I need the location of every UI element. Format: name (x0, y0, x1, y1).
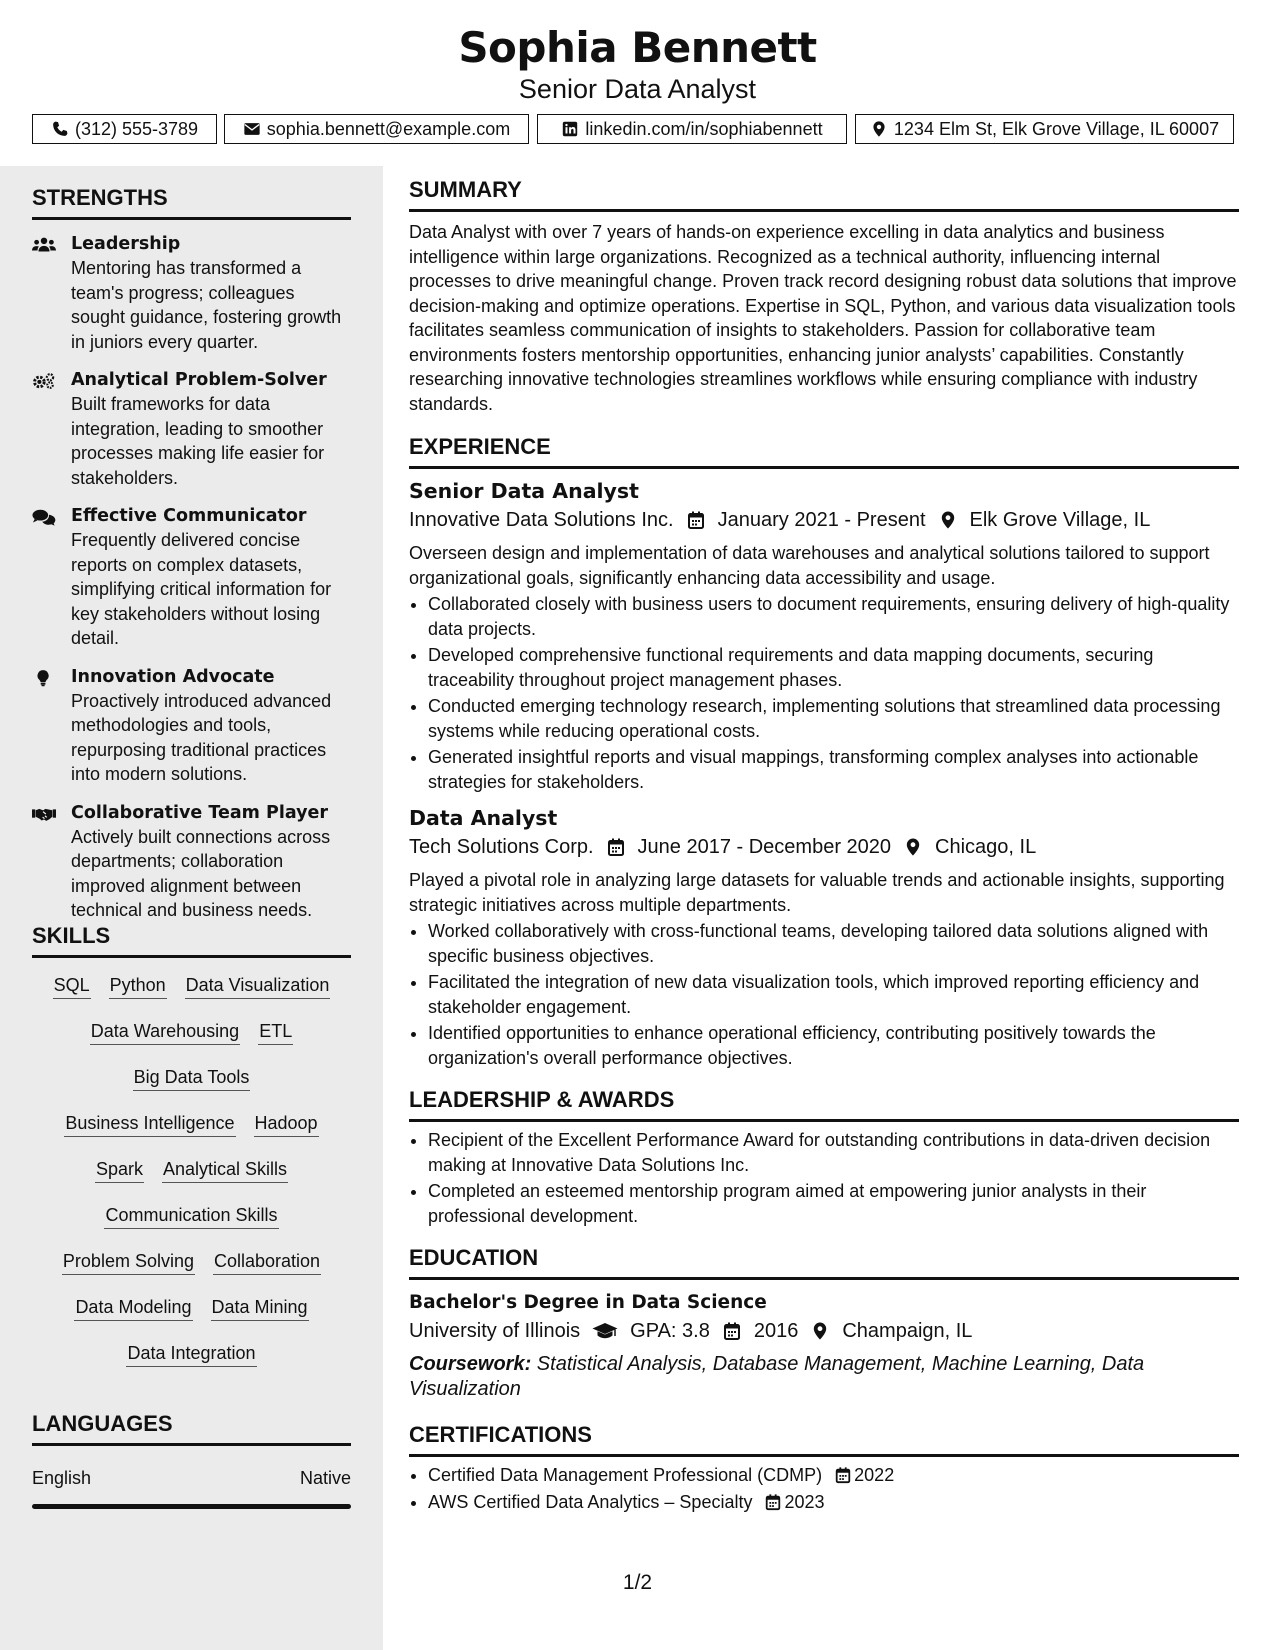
resume-header (0, 0, 1275, 166)
calendar-icon (606, 837, 626, 857)
skill-tag: Spark (95, 1156, 144, 1183)
summary-title: SUMMARY (409, 176, 1239, 212)
language-name: English (32, 1468, 92, 1488)
users-icon (32, 236, 56, 254)
phone-icon (51, 120, 69, 138)
cert-name: • AWS Certified Data Analytics – Specialty (428, 1491, 753, 1512)
candidate-role: Senior Data Analyst (518, 74, 757, 104)
language-level: Native (299, 1468, 351, 1488)
contact-address-text: 1234 Elm St, Elk Grove Village, IL 60007 (893, 118, 1220, 139)
skill-tag: Data Integration (126, 1340, 256, 1367)
skill-tag: Python (109, 972, 167, 999)
contact-email-text: sophia.bennett@example.com (266, 118, 511, 139)
lightbulb-icon (32, 669, 56, 687)
strength-title: Leadership (71, 234, 181, 254)
map-pin-icon (870, 120, 888, 138)
sidebar (0, 166, 383, 1650)
contact-address[interactable] (855, 114, 1234, 144)
strength-desc: Frequently delivered concise reports on complex datasets, simplifying critical information for key stakeholders without losing detail. (71, 530, 332, 648)
list-item (428, 1490, 1239, 1515)
gpa: GPA: 3.8 (630, 1320, 710, 1342)
skill-tag: Analytical Skills (162, 1156, 288, 1183)
job-bullets (409, 919, 1239, 1070)
page-number: 1/2 (622, 1571, 653, 1594)
strength-desc: Proactively introduced advanced methodologies and tools, repurposing traditional practices into modern solutions. (71, 690, 332, 784)
degree-title: Bachelor's Degree in Data Science (409, 1292, 767, 1313)
list-item: • Identified opportunities to enhance operational efficiency, contributing positively towards the organization's overall performance objectives. (428, 1021, 1239, 1070)
list-item: • Completed an esteemed mentorship program aimed at empowering junior analysts in their professional development. (428, 1179, 1239, 1228)
map-pin-icon (810, 1321, 830, 1341)
calendar-icon (834, 1466, 852, 1484)
contact-linkedin[interactable] (537, 114, 847, 144)
contact-phone-text: (312) 555-3789 (74, 118, 199, 139)
skill-tag: Hadoop (254, 1110, 319, 1137)
skill-tag: Data Warehousing (90, 1018, 240, 1045)
strength-item (32, 232, 351, 354)
job-company: Tech Solutions Corp. (409, 836, 594, 858)
list-item (428, 1463, 1239, 1488)
education-section (409, 1244, 1239, 1401)
strength-title: Analytical Problem-Solver (71, 370, 327, 390)
calendar-icon (722, 1321, 742, 1341)
education-meta (409, 1316, 1239, 1346)
skill-tag: Data Modeling (74, 1294, 192, 1321)
certifications-list (409, 1463, 1239, 1514)
job-location: Chicago, IL (935, 836, 1037, 858)
list-item: • Developed comprehensive functional requirements and data mapping documents, securing traceability throughout project management phases. (428, 643, 1239, 692)
cert-year: 2022 (854, 1465, 895, 1485)
certifications-section (409, 1421, 1239, 1514)
job-entry (409, 477, 1239, 794)
coursework-list: Statistical Analysis, Database Management, Machine Learning, Data Visualization (409, 1353, 1145, 1400)
coursework (409, 1352, 1239, 1401)
map-pin-icon (938, 510, 958, 530)
certifications-title: CERTIFICATIONS (409, 1421, 1239, 1457)
job-dates: June 2017 - December 2020 (637, 836, 892, 858)
list-item: • Conducted emerging technology research, implementing solutions that streamlined data processing systems while reducing operational costs. (428, 694, 1239, 743)
school-name: University of Illinois (409, 1320, 581, 1342)
strength-title: Collaborative Team Player (71, 802, 329, 823)
awards-list (409, 1128, 1239, 1228)
skill-tag: Collaboration (213, 1248, 321, 1275)
strength-item (32, 665, 351, 787)
calendar-icon (686, 510, 706, 530)
job-entry (409, 804, 1239, 1070)
list-item: • Facilitated the integration of new data visualization tools, which improved reporting efficiency and stakeholder engagement. (428, 970, 1239, 1019)
contact-email[interactable] (224, 114, 529, 144)
list-item: • Collaborated closely with business users to document requirements, ensuring delivery of high-quality data projects. (428, 592, 1239, 641)
graduation-year: 2016 (753, 1320, 799, 1342)
strength-item (32, 801, 351, 923)
skills-section (32, 922, 351, 1367)
language-row (32, 1466, 351, 1490)
strength-title: Innovation Advocate (71, 666, 275, 687)
comments-icon (32, 508, 56, 526)
skill-tag: Data Mining (211, 1294, 309, 1321)
job-meta (409, 505, 1239, 535)
experience-section (409, 433, 1239, 1070)
job-meta (409, 832, 1239, 862)
skill-tag: Communication Skills (104, 1202, 278, 1229)
linkedin-icon (561, 120, 579, 138)
calendar-icon (764, 1493, 782, 1511)
strengths-section (32, 184, 351, 923)
map-pin-icon (903, 837, 923, 857)
skills-list (32, 953, 351, 1367)
summary-text: Data Analyst with over 7 years of hands-on experience excelling in data analytics and business intelligence within large organizations. Recognized as a technical authority, influencing internal processes to drive meaningful change. Proven track record designing robust data solutions that improve decision-making and optimize operations. Expertise in SQL, Python, and various data visualization tools facilitates seamless communication of insights to stakeholders. Passion for collaborative team environments fosters mentorship opportunities, enhancing junior analysts’ capabilities. Constantly researching innovative technologies streamlines workflows while ensuring compliance with industry standards. (409, 222, 1237, 414)
gears-icon (32, 372, 56, 390)
handshake-icon (32, 805, 56, 823)
language-level-bar (32, 1504, 351, 1509)
languages-title: LANGUAGES (32, 1410, 351, 1446)
education-title: EDUCATION (409, 1244, 1239, 1280)
job-description: Played a pivotal role in analyzing large datasets for valuable trends and actionable insights, supporting strategic initiatives across multiple departments. (409, 870, 1225, 915)
job-description: Overseen design and implementation of data warehouses and analytical solutions tailored to support organizational goals, significantly enhancing data accessibility and usage. (409, 543, 1210, 588)
list-item: • Recipient of the Excellent Performance Award for outstanding contributions in data-driven decision making at Innovative Data Solutions Inc. (428, 1128, 1239, 1177)
job-location: Elk Grove Village, IL (969, 509, 1151, 531)
strength-desc: Built frameworks for data integration, leading to smoother processes making life easier for stakeholders. (71, 394, 325, 488)
contact-phone[interactable] (32, 114, 217, 144)
awards-title: LEADERSHIP & AWARDS (409, 1086, 1239, 1122)
envelope-icon (243, 120, 261, 138)
coursework-label: Coursework: (409, 1353, 532, 1375)
strength-desc: Mentoring has transformed a team's progress; colleagues sought guidance, fostering growth in juniors every quarter. (71, 258, 342, 352)
strength-desc: Actively built connections across departments; collaboration improved alignment between technical and business needs. (71, 826, 331, 920)
skill-tag: Business Intelligence (64, 1110, 235, 1137)
list-item: • Worked collaboratively with cross-functional teams, developing tailored data solutions aligned with specific business objectives. (428, 919, 1239, 968)
cert-name: • Certified Data Management Professional (CDMP) (428, 1465, 823, 1485)
job-dates: January 2021 - Present (717, 509, 926, 531)
skill-tag: Data Visualization (185, 972, 331, 999)
candidate-name: Sophia Bennett (458, 23, 817, 72)
strength-title: Effective Communicator (71, 506, 307, 526)
languages-section (32, 1410, 351, 1509)
skills-title: SKILLS (32, 922, 351, 958)
list-item: • Generated insightful reports and visual mappings, transforming complex analyses into actionable strategies for stakeholders. (428, 745, 1239, 794)
job-title: Data Analyst (409, 806, 558, 830)
awards-section (409, 1086, 1239, 1228)
school-location: Champaign, IL (842, 1320, 973, 1342)
strength-item (32, 504, 351, 651)
strengths-title: STRENGTHS (32, 184, 351, 220)
summary-section (409, 176, 1239, 416)
job-company: Innovative Data Solutions Inc. (409, 509, 674, 531)
experience-title: EXPERIENCE (409, 433, 1239, 469)
skill-tag: Big Data Tools (133, 1064, 251, 1091)
skill-tag: Problem Solving (62, 1248, 195, 1275)
strength-item (32, 368, 351, 490)
graduation-cap-icon (592, 1321, 618, 1341)
skill-tag: SQL (53, 972, 91, 999)
contact-linkedin-text: linkedin.com/in/sophiabennett (585, 118, 823, 139)
main-content (409, 176, 1239, 1514)
job-bullets (409, 592, 1239, 794)
job-title: Senior Data Analyst (409, 479, 639, 503)
skill-tag: ETL (258, 1018, 293, 1045)
cert-year: 2023 (784, 1491, 825, 1512)
